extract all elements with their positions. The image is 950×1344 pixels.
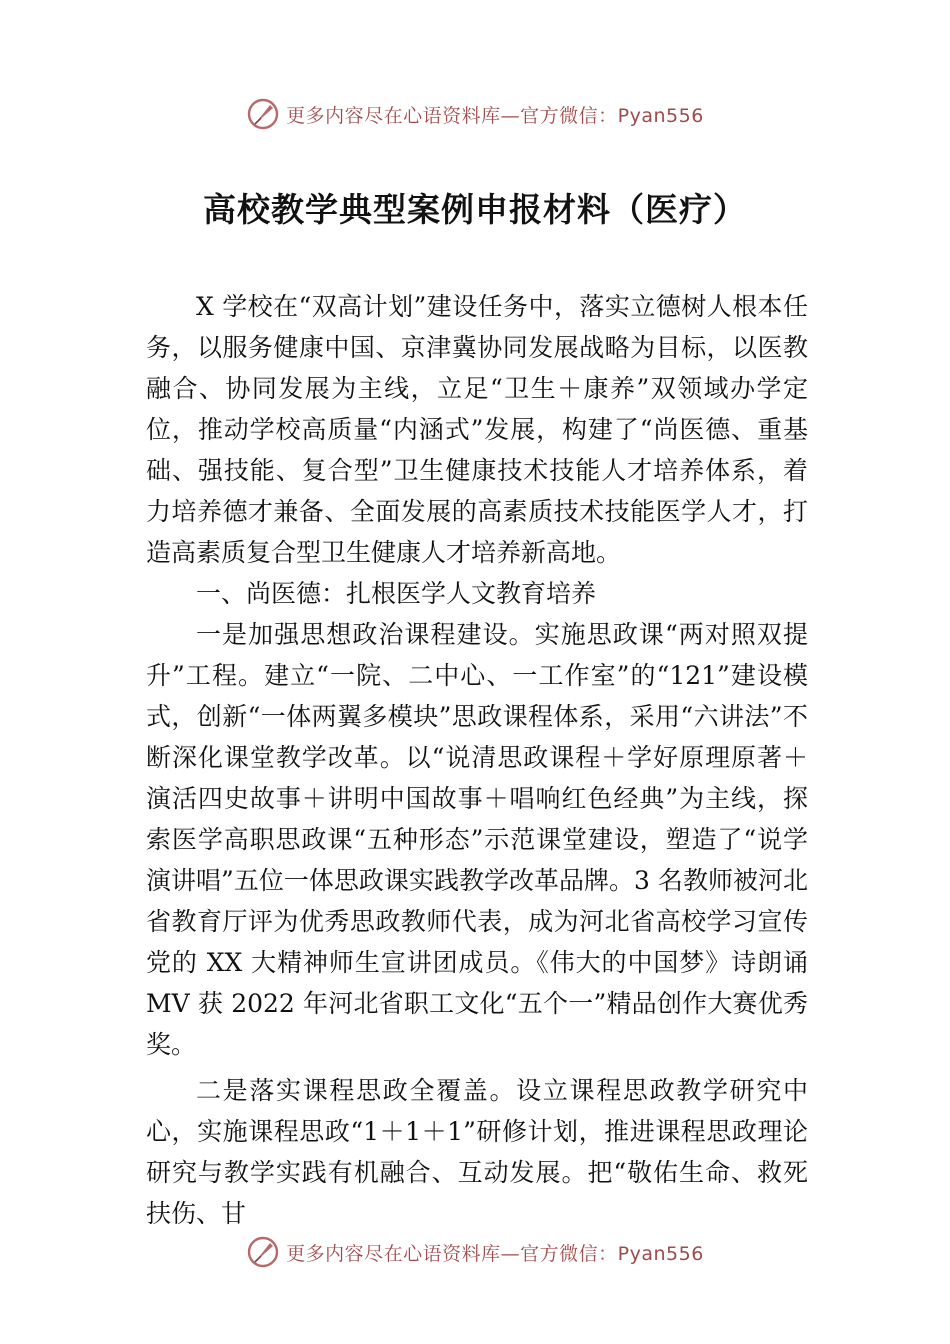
watermark-text: 更多内容尽在心语资料库—官方微信：Pyan556 bbox=[286, 104, 704, 127]
quill-pen-logo-icon bbox=[246, 1235, 280, 1269]
wechat-id: Pyan556 bbox=[617, 104, 704, 127]
watermark-banner-top bbox=[0, 94, 950, 134]
document-body bbox=[146, 286, 808, 1234]
watermark-banner-bottom bbox=[0, 1232, 950, 1272]
wechat-id: Pyan556 bbox=[617, 1242, 704, 1265]
paragraph-intro: X 学校在“双高计划”建设任务中，落实立德树人根本任务，以服务健康中国、京津冀协同发展战略为目标，以医教融合、协同发展为主线，立足“卫生＋康养”双领域办学定位，推动学校高质量“内涵式”发展，构建了“尚医德、重基础、强技能、复合型”卫生健康技术技能人才培养体系，着力培养德才兼备、全面发展的高素质技术技能医学人才，打造高素质复合型卫生健康人才培养新高地。 bbox=[146, 292, 808, 567]
section-heading: 一、尚医德：扎根医学人文教育培养 bbox=[196, 579, 597, 608]
page-title: 高校教学典型案例申报材料（医疗） bbox=[203, 190, 747, 229]
quill-pen-logo-icon bbox=[246, 97, 280, 131]
paragraph-course-coverage: 二是落实课程思政全覆盖。设立课程思政教学研究中心，实施课程思政“1＋1＋1”研修计划，推进课程思政理论研究与教学实践有机融合、互动发展。把“敬佑生命、救死扶伤、甘 bbox=[146, 1076, 808, 1228]
paragraph-politics-course: 一是加强思想政治课程建设。实施思政课“两对照双提升”工程。建立“一院、二中心、一工作室”的“121”建设模式，创新“一体两翼多模块”思政课程体系，采用“六讲法”不断深化课堂教学改革。以“说清思政课程＋学好原理原著＋演活四史故事＋讲明中国故事＋唱响红色经典”为主线，探索医学高职思政课“五种形态”示范课堂建设，塑造了“说学演讲唱”五位一体思政课实践教学改革品牌。3 名教师被河北省教育厅评为优秀思政教师代表，成为河北省高校学习宣传党的 XX 大精神师生宣讲团成员。《伟大的中国梦》诗朗诵 MV 获 2022 年河北省职工文化“五个一”精品创作大赛优秀奖。 bbox=[146, 620, 808, 1059]
watermark-text: 更多内容尽在心语资料库—官方微信：Pyan556 bbox=[286, 1242, 704, 1265]
